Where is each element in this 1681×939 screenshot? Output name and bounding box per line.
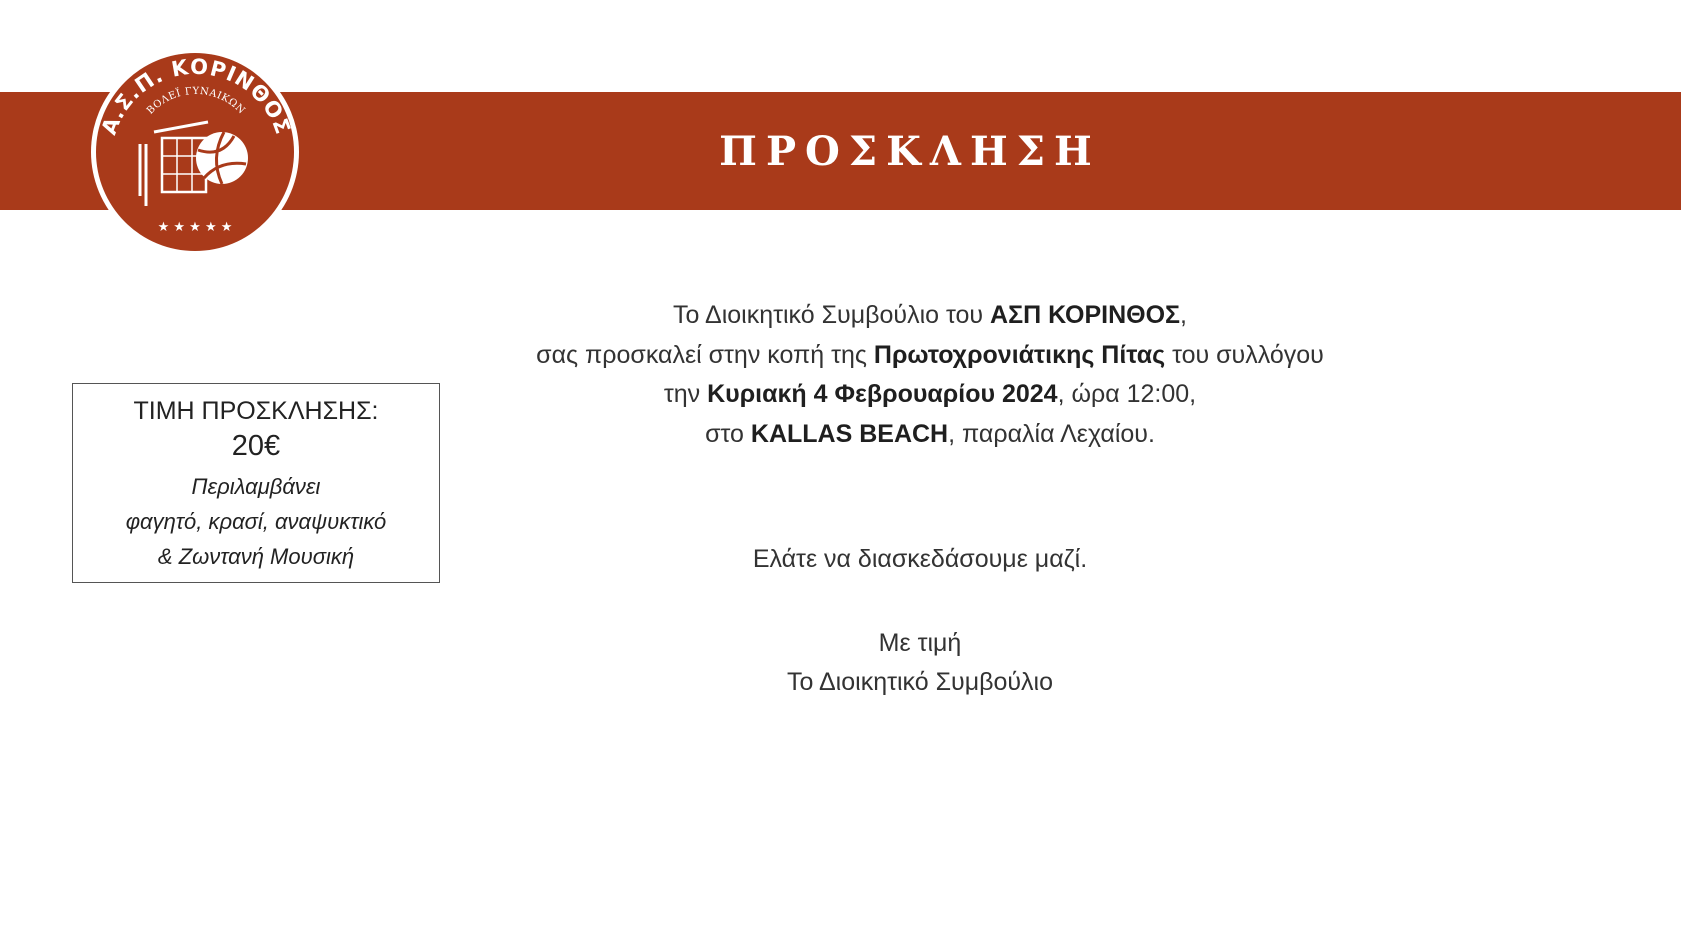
event-date: Κυριακή 4 Φεβρουαρίου 2024: [707, 380, 1058, 408]
club-name: ΑΣΠ ΚΟΡΙΝΘΟΣ: [990, 301, 1181, 329]
price-note-line2: φαγητό, κρασί, αναψυκτικό: [125, 509, 387, 534]
event-time: , ώρα 12:00,: [1057, 380, 1197, 408]
invitation-line-4: [520, 415, 1340, 455]
price-note-line1: Περιλαμβάνει: [191, 474, 321, 499]
price-note-line3: & Ζωντανή Μουσική: [157, 544, 355, 569]
invitation-line-2: [520, 336, 1340, 376]
invitation-text: [520, 296, 1340, 454]
signature-line-1: Με τιμή: [878, 629, 962, 657]
invitation-line-3: [520, 375, 1340, 415]
text-segment: του συλλόγου: [1165, 340, 1324, 369]
logo-sub-text: ΒΟΛΕΪ ΓΥΝΑΙΚΩΝ: [145, 85, 247, 117]
price-title: ΤΙΜΗ ΠΡΟΣΚΛΗΣΗΣ:: [133, 397, 379, 425]
logo-stars: ★ ★ ★ ★ ★: [157, 220, 233, 235]
text-segment: Το Διοικητικό Συμβούλιο του: [673, 301, 991, 329]
text-segment: την: [663, 380, 708, 408]
logo-arc-text: Α.Σ.Π. ΚΟΡΙΝΘΟΣ: [96, 54, 296, 138]
volleyball-icon: [196, 132, 248, 184]
text-segment: σας προσκαλεί στην κοπή της: [536, 340, 874, 369]
club-logo: [84, 46, 306, 258]
price-amount: 20€: [231, 430, 281, 462]
text-segment: ,: [1180, 301, 1187, 329]
signature: [620, 624, 1220, 702]
event-location: , παραλία Λεχαίου.: [948, 419, 1155, 448]
event-venue: KALLAS BEACH: [750, 419, 949, 448]
closing-text: Ελάτε να διασκεδάσουμε μαζί.: [752, 545, 1088, 573]
event-name: Πρωτοχρονιάτικης Πίτας: [873, 340, 1166, 369]
signature-line-2: Το Διοικητικό Συμβούλιο: [786, 668, 1054, 696]
price-box: [72, 383, 440, 583]
invitation-title: ΠΡΟΣΚΛΗΣΗ: [719, 127, 1101, 175]
text-segment: στο: [705, 419, 751, 448]
invitation-line-1: [520, 296, 1340, 336]
